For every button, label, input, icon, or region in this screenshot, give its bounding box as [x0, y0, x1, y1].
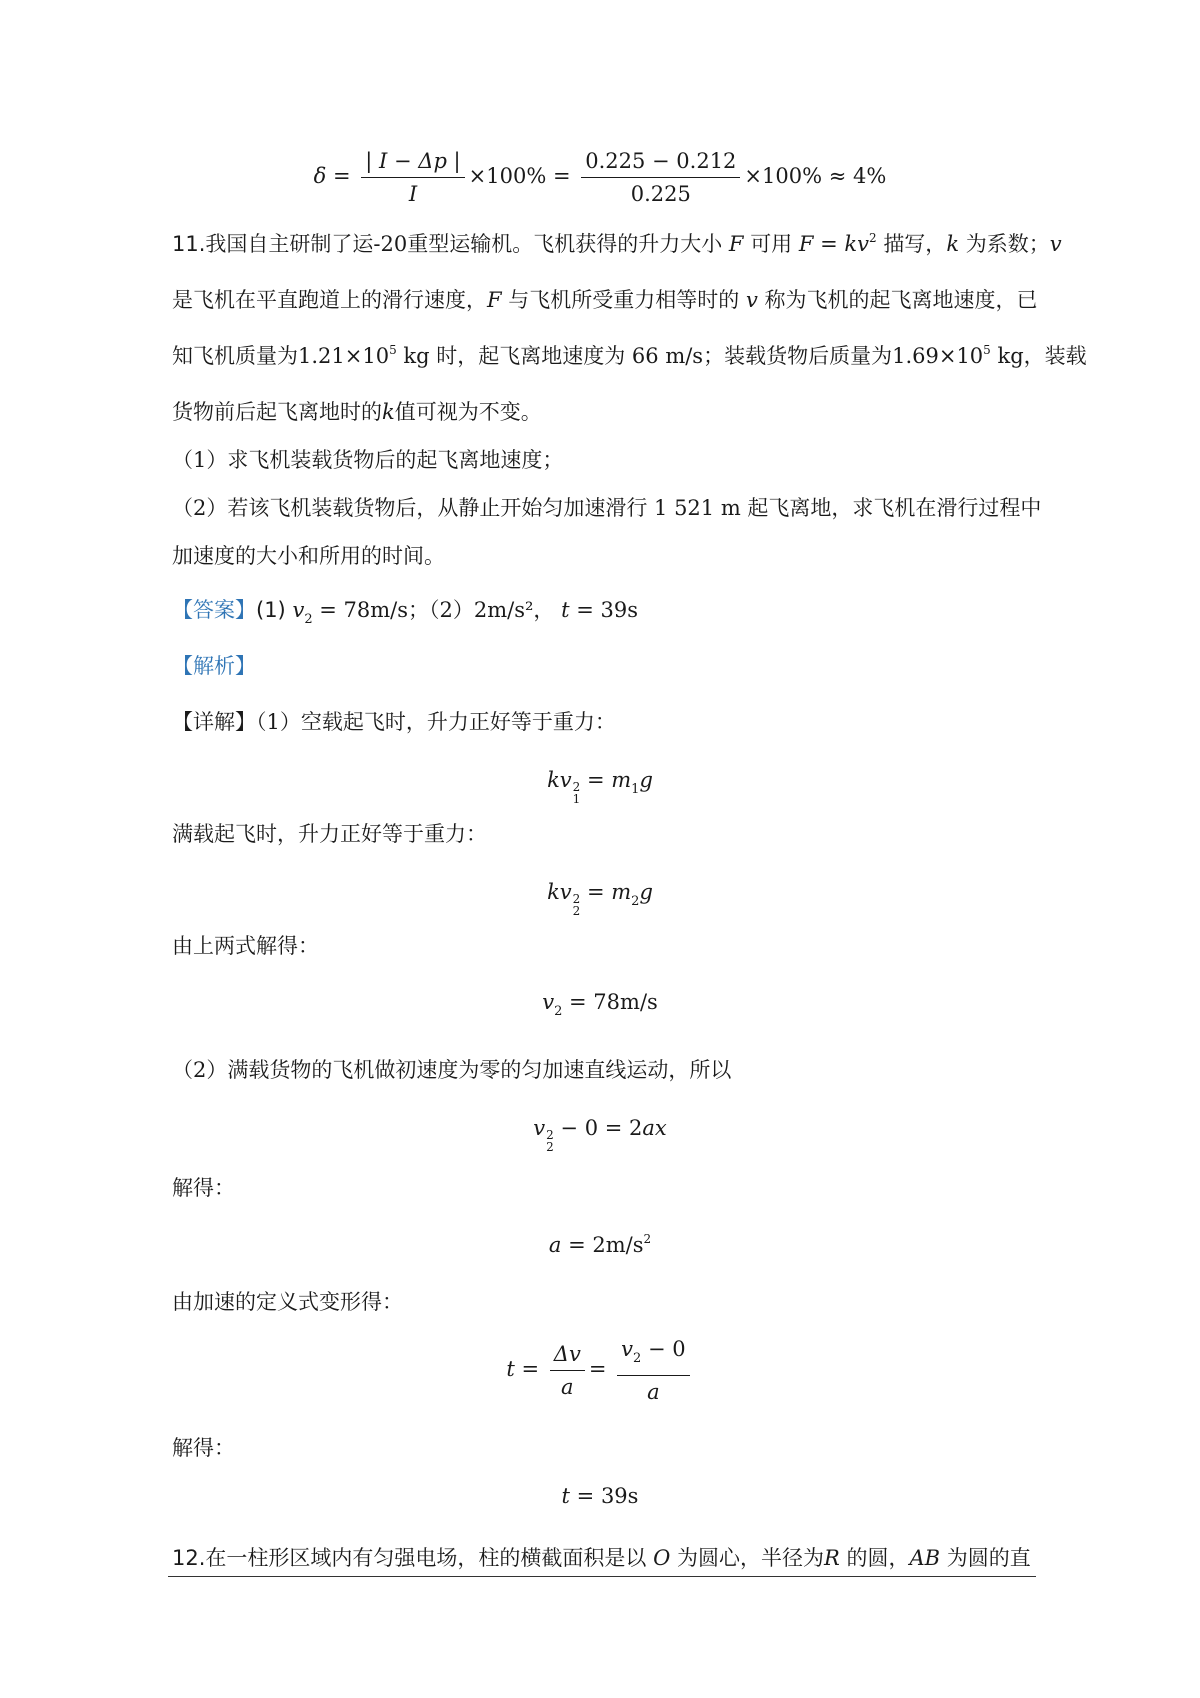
fraction-1-numerator: | I − Δp |	[361, 148, 464, 178]
detail-text: （1）空载起飞时，升力正好等于重力：	[256, 710, 616, 734]
symbol-a: a	[548, 1233, 562, 1257]
supsub	[546, 1129, 554, 1153]
q11-text: 货物前后起飞离地时的	[172, 400, 382, 424]
q11-text: 值可视为不变。	[394, 400, 542, 424]
q11-text: ，装载	[1023, 344, 1087, 368]
detail-label: 【详解】	[172, 710, 256, 734]
equation-7	[0, 1484, 1200, 1508]
fraction-v2-a	[617, 1336, 689, 1405]
detail-line-7: 解得：	[172, 1436, 235, 1460]
unit-kg: kg	[990, 344, 1024, 368]
fraction-denominator: a	[561, 1375, 574, 1399]
symbol-R: R	[824, 1546, 840, 1570]
q11-number: 11.	[172, 232, 206, 256]
answer-part: (1)	[256, 598, 286, 622]
eq-term: = 78m/s	[562, 990, 658, 1014]
equation-2	[0, 880, 1200, 917]
equation-1	[0, 768, 1200, 805]
eq-term: =	[588, 1357, 607, 1381]
symbol-v: v	[621, 1337, 633, 1361]
eq-term: − 0	[641, 1337, 686, 1361]
q12-text: 的圆，	[846, 1546, 910, 1570]
q11-text: 描写，	[883, 232, 947, 256]
answer-part: = 78m/s；（2）2m/s²，	[312, 598, 555, 622]
q11-text: 称为飞机的起飞离地速度，已	[764, 288, 1038, 312]
q12-text: 为圆的直	[946, 1546, 1031, 1570]
subscript: 1	[631, 782, 640, 797]
fraction-2-denominator: 0.225	[630, 182, 691, 206]
fraction-1-denominator: I	[408, 182, 418, 206]
fraction-1	[361, 148, 464, 207]
superscript: 5	[983, 343, 991, 357]
formula-tail: ×100% ≈ 4%	[744, 164, 887, 188]
symbol-v: v	[542, 990, 555, 1014]
eq-term: t =	[506, 1357, 540, 1381]
q11-text: 我国自主研制了运-20重型运输机。飞机获得的升力大小	[205, 232, 723, 256]
q11-subquestion-1: （1）求飞机装载货物后的起飞离地速度；	[172, 448, 564, 472]
equation-5	[0, 1232, 1200, 1257]
footer-divider	[168, 1576, 1036, 1577]
q12-number: 12.	[172, 1546, 206, 1570]
q11-line-2	[172, 284, 1038, 314]
error-formula	[0, 148, 1200, 207]
q11-text: 可用	[750, 232, 793, 256]
q12-line-1	[172, 1542, 1031, 1572]
symbol-k: k	[382, 400, 395, 424]
fraction-numerator	[617, 1336, 689, 1376]
q11-subquestion-2-line-1: （2）若该飞机装载货物后，从静止开始匀加速滑行 1 521 m 起飞离地，求飞机在滑行过程中	[172, 496, 1042, 520]
q11-text: 知飞机质量为	[172, 344, 298, 368]
q11-line-3	[172, 340, 1087, 370]
equation-4	[0, 1116, 1200, 1153]
formula-lhs: δ =	[313, 164, 351, 188]
mass-loaded: 1.69×10	[892, 344, 984, 368]
eq-term: g	[639, 768, 653, 792]
equation-3	[0, 990, 1200, 1019]
answer-line	[172, 594, 638, 627]
fraction-2	[581, 148, 740, 207]
eq-term: ax	[642, 1116, 667, 1140]
answer-part: = 39s	[569, 598, 639, 622]
symbol-F: F	[487, 288, 502, 312]
fraction-numerator: Δv	[550, 1341, 585, 1371]
symbol-v: v	[292, 598, 305, 622]
q12-text: 在一柱形区域内有匀强电场，柱的横截面积是以	[205, 1546, 647, 1570]
superscript: 2	[546, 1128, 554, 1142]
q11-text: 时，起飞离地速度为 66 m/s；装载货物后质量为	[436, 344, 893, 368]
eq-term: = 39s	[570, 1484, 639, 1508]
symbol-t: t	[561, 598, 570, 622]
subscript: 2	[633, 1351, 642, 1366]
symbol-v: v	[1049, 232, 1062, 256]
detail-line-3: 由上两式解得：	[172, 934, 319, 958]
subscript: 2	[546, 1140, 554, 1154]
unit-kg: kg	[396, 344, 430, 368]
formula-times: ×100% =	[468, 164, 571, 188]
answer-label: 【答案】	[172, 598, 256, 622]
symbol-k: k	[946, 232, 960, 256]
eq-term: − 0 = 2	[553, 1116, 643, 1140]
superscript: 2	[643, 1232, 652, 1246]
detail-line-2: 满载起飞时，升力正好等于重力：	[172, 822, 487, 846]
q12-text: 为圆心，半径为	[677, 1546, 824, 1570]
subscript: 1	[572, 792, 581, 806]
equation-6	[0, 1336, 1200, 1405]
symbol-t: t	[561, 1484, 570, 1508]
fraction-denominator: a	[647, 1380, 660, 1404]
eq-term: = 2m/s	[561, 1233, 644, 1257]
mass-empty: 1.21×10	[298, 344, 390, 368]
q11-text: 是飞机在平直跑道上的滑行速度，	[172, 288, 487, 312]
fraction-2-numerator: 0.225 − 0.212	[581, 148, 740, 178]
q11-text: 与飞机所受重力相等时的	[508, 288, 740, 312]
subscript: 2	[304, 612, 313, 627]
subscript: 2	[631, 894, 640, 909]
q11-line-4	[172, 396, 542, 426]
analysis-label: 【解析】	[172, 654, 256, 678]
symbol-v: v	[745, 288, 758, 312]
superscript: 2	[572, 892, 581, 906]
symbol-F: F	[728, 232, 744, 256]
detail-line-6: 由加速的定义式变形得：	[172, 1290, 403, 1314]
q11-line-1	[172, 228, 1062, 258]
fraction-dv-a	[550, 1341, 585, 1400]
eq-term: kv	[547, 768, 572, 792]
superscript: 2	[868, 231, 877, 245]
q11-text: 为系数；	[965, 232, 1050, 256]
eq-term: = m	[580, 768, 632, 792]
lift-formula: F = kv	[798, 232, 869, 256]
subscript: 2	[572, 904, 581, 918]
detail-line-1	[172, 706, 616, 736]
superscript: 5	[389, 343, 397, 357]
detail-line-4: （2）满载货物的飞机做初速度为零的匀加速直线运动，所以	[172, 1058, 732, 1082]
superscript: 2	[572, 780, 581, 794]
subscript: 2	[554, 1004, 563, 1019]
eq-term: kv	[547, 880, 572, 904]
symbol-v: v	[533, 1116, 546, 1140]
symbol-O: O	[653, 1546, 671, 1570]
detail-line-5: 解得：	[172, 1176, 235, 1200]
eq-term: g	[639, 880, 653, 904]
q11-subquestion-2-line-2: 加速度的大小和所用的时间。	[172, 544, 445, 568]
eq-term: = m	[580, 880, 632, 904]
symbol-AB: AB	[909, 1546, 941, 1570]
